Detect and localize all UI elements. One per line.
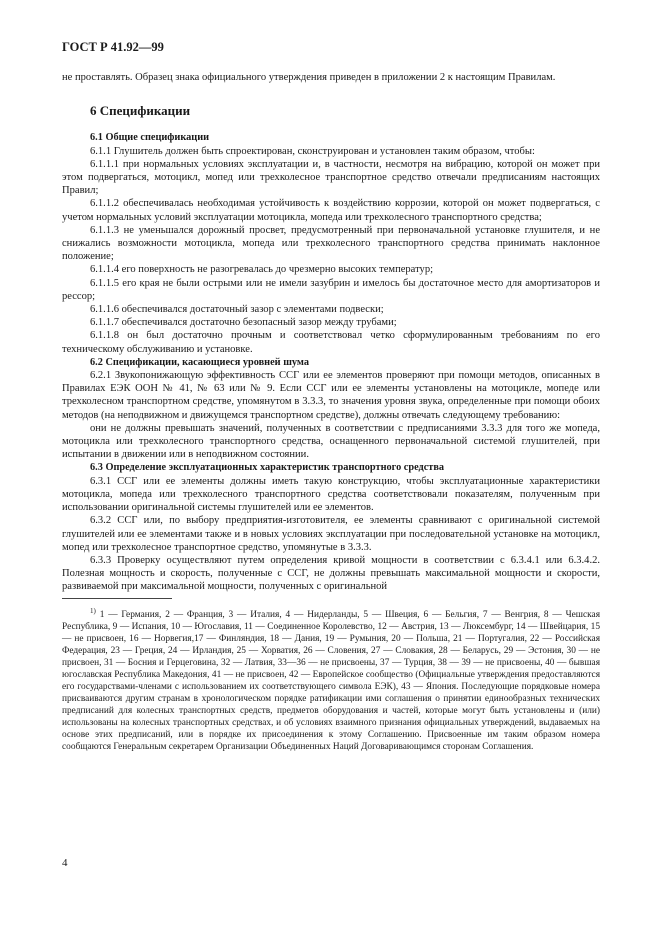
paragraph-6-1-1-2: 6.1.1.2 обеспечивалась необходимая устойчивость к воздействию коррозии, которой он может подвергаться, с учетом нормальных условий эксплуатации мотоцикла, мопеда или трехколесного транспортного средства; — [62, 198, 600, 223]
paragraph-6-1-1-8: 6.1.1.8 он был достаточно прочным и соответствовал четко сформулированным требованиям по его техническому обслуживанию и установке. — [62, 330, 600, 355]
document-body — [62, 71, 600, 753]
paragraph-6-1-1-1: 6.1.1.1 при нормальных условиях эксплуатации и, в частности, несмотря на вибрацию, которой он может при этом подвергаться, мотоцикл, мопед или трехколесное транспортное средство отвечали предписаниям настоящих Правил; — [62, 158, 600, 197]
paragraph-6-1-1-3: 6.1.1.3 не уменьшался дорожный просвет, предусмотренный при первоначальной установке глушителя, и не снижались возможности мотоцикла, мопеда или трехколесного транспортного средства принимать наклонное положение; — [62, 224, 600, 263]
paragraph-6-3-1: 6.3.1 ССГ или ее элементы должны иметь такую конструкцию, чтобы эксплуатационные характеристики мотоцикла, мопеда или трехколесного транспортного средства соответствовали показателям, полученным при использовании оригинальной системы глушителей или ее элементов. — [62, 475, 600, 514]
section-title: 6 Спецификации — [90, 103, 191, 119]
paragraph-6-3-2: 6.3.2 ССГ или, по выбору предприятия-изготовителя, ее элементы сравнивают с оригинальной системой глушителей или ее элементами также и в новых условиях эксплуатации при последовательной установке на мотоцикл, мопед или трехколесное транспортное средство, упомянутые в 3.3.3. — [62, 515, 600, 553]
footnote-text: 1 — Германия, 2 — Франция, 3 — Италия, 4 — Нидерланды, 5 — Швеция, 6 — Бельгия, 7 — Венгрия, 8 — Чешская Республика, 9 — Испания, 10 — Югославия, 11 — Соединенное Королевство, 12 — Австрия, 13 — Люксембург, 14 — Швейцария, 15 — не присвоен, 16 — Норвегия,17 — Финляндия, 18 — Дания, 19 — Румыния, 20 — Польша, 21 — Португалия, 22 — Российская Федерация, 23 — Греция, 24 — Ирландия, 25 — Хорватия, 26 — Словения, 27 — Словакия, 28 — Беларусь, 29 — Эстония, 30 — не присвоен, 31 — Босния и Герцеговина, 32 — Латвия, 33—36 — не присвоены, 37 — Турция, 38 — 39 — не присвоены, 40 — бывшая югославская Республика Македония, 41 — не присвоен, 42 — Европейское сообщество (Официальные утверждения предоставляются его государствами-членами с использованием их соответствующего символа ЕЭК), 43 — Япония. Последующие порядковые номера присваиваются другим странам в хронологическом порядке ратификации ими соглашения о принятии единообразных технических предписаний для колесных транспортных средств, предметов оборудования и частей, которые могут быть установлены и (или) использованы на колесных транспортных средствах, и об условиях взаимного признания официальных утверждений, выдаваемых на основе этих предписаний, или в порядке их присоединения к этому Соглашению. Присвоенные им таким образом номера сообщаются Генеральным секретарем Организации Объединенных Наций Договаривающимся сторонам Соглашения. — [62, 609, 600, 753]
footnote-marker: 1) — [90, 606, 96, 615]
paragraph-6-1-1-7: 6.1.1.7 обеспечивался достаточно безопасный зазор между трубами; — [90, 317, 397, 329]
intro-paragraph: не проставлять. Образец знака официального утверждения приведен в приложении 2 к настоящим Правилам. — [62, 72, 556, 83]
footnote — [62, 605, 600, 754]
paragraph-6-1-1-5: 6.1.1.5 его края не были острыми или не имели зазубрин и имелось бы достаточное место для амортизаторов и рессор; — [62, 277, 600, 302]
subsection-title-6-3: 6.3 Определение эксплуатационных характеристик транспортного средства — [90, 462, 445, 474]
document-id-header: ГОСТ Р 41.92—99 — [62, 40, 164, 54]
paragraph-6-2-1: 6.2.1 Звукопонижающую эффективность ССГ или ее элементов проверяют при помощи методов, описанных в Правилах ЕЭК ООН № 41, № 63 или № 9. Если ССГ или ее элементы установлены на мотоцикле, мопеде или трехколесном транспортном средстве, упомянутом в 3.3.3, то значения уровня звука, определенные при помощи обоих методов (на неподвижном и движущемся транспортном средстве), должны отвечать следующему требованию: — [62, 370, 600, 421]
subsection-title-6-1: 6.1 Общие спецификации — [90, 132, 210, 144]
paragraph-6-1-1: 6.1.1 Глушитель должен быть спроектирован, сконструирован и установлен таким образом, чтобы: — [90, 145, 535, 157]
paragraph-6-3-3: 6.3.3 Проверку осуществляют путем определения кривой мощности в соответствии с 6.3.4.1 или 6.3.4.2. Полезная мощность и скорость, полученные с ССГ, не должны превышать максимальной мощности и скорости, развиваемой при максимальной мощности, полученных с оригинальной — [62, 554, 600, 593]
subsection-title-6-2: 6.2 Спецификации, касающиеся уровней шума — [90, 356, 309, 368]
paragraph-6-1-1-4: 6.1.1.4 его поверхность не разогревалась до чрезмерно высоких температур; — [90, 264, 434, 276]
page-number: 4 — [62, 857, 68, 869]
footnote-divider — [62, 598, 172, 599]
paragraph-6-1-1-6: 6.1.1.6 обеспечивался достаточный зазор с элементами подвески; — [90, 304, 384, 316]
paragraph-6-2-1-requirement: они не должны превышать значений, полученных в соответствии с предписаниями 3.3.3 для того же мопеда, мотоцикла или трехколесного транспортного средства, оснащенного первоначальной системой глушителей, при испытании в движении или в неподвижном состоянии. — [62, 422, 600, 461]
